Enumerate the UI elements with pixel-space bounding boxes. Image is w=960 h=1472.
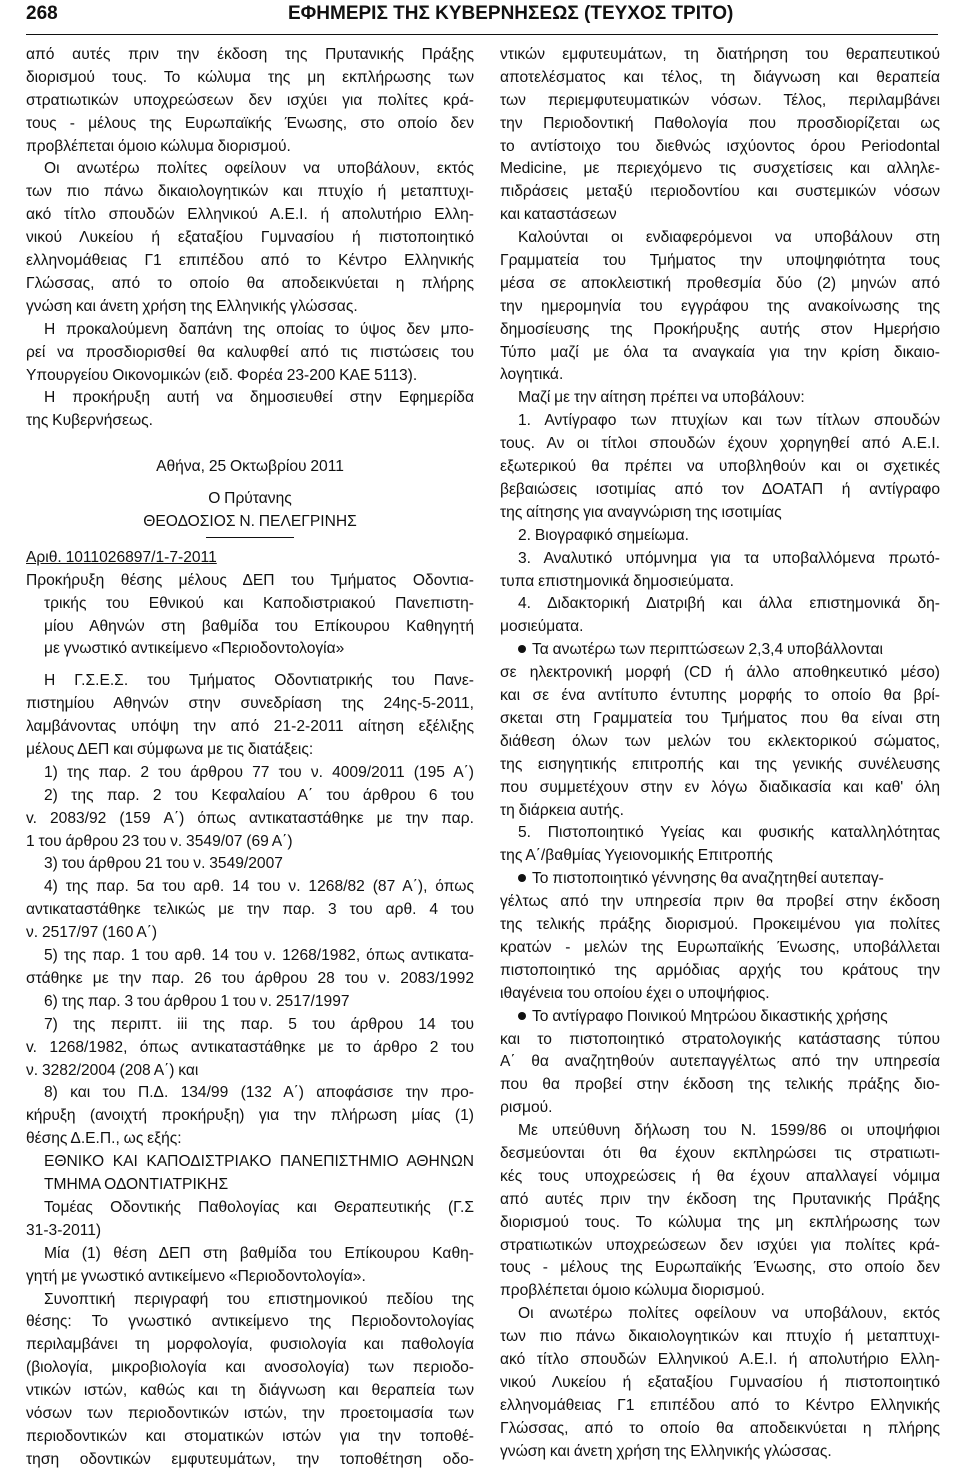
text-line: [500, 1006, 940, 1029]
list-item: 8) και του Π.Δ. 134/99 (132 Α΄) αποφάσισε την προ-: [44, 1084, 474, 1102]
text-line: προβλέπεται όμοιο κώλυμα διορισμού.: [500, 1282, 765, 1300]
text-line: διάθεση όλων των μελών του εκλεκτορικού σώματος,: [500, 732, 940, 750]
list-item: [500, 593, 940, 639]
left-column: [26, 44, 474, 1472]
gazette-title: ΕΦΗΜΕΡΙΣ ΤΗΣ ΚΥΒΕΡΝΗΣΕΩΣ (ΤΕΥΧΟΣ ΤΡΙΤΟ): [288, 3, 734, 24]
text-line: κές τους υποχρεώσεις ή θα έχουν απαλλαγεί νόμιμα: [500, 1167, 940, 1185]
text-line: των πιο πάνω δικαιολογητικών και πτυχίο ή μεταπτυχι-: [500, 1328, 940, 1346]
bullet-icon: [518, 645, 526, 653]
text-line: Medicine, με περιεχόμενο τις συσχετίσεις και αλληλε-: [500, 160, 940, 178]
bullet-paragraph: [500, 1006, 940, 1120]
text-line: της αίτησης για αναγνώριση της ισοτιμίας: [500, 503, 782, 521]
text-line: με γνωστικό αντικείμενο «Περιοδοντολογία»: [44, 640, 345, 658]
text-line: περιλαμβάνει τη μορφολογία, φυσιολογία και παθολογία: [26, 1336, 474, 1354]
paragraph: [26, 387, 474, 433]
list-item: 3) του άρθρου 21 του ν. 3549/2007: [44, 855, 283, 873]
divider: [206, 537, 294, 538]
text-line: νικού Λυκείου ή εξαταξίου Γυμνασίου ή πιστοποιητικό: [26, 229, 474, 247]
text-line: πιστοποιητικό της αρμόδιας αρχής του κράτους την: [500, 961, 940, 979]
text-line: Συνοπτική περιγραφή του επιστημονικού πεδίου της: [44, 1290, 474, 1308]
text-line: Γλώσσας, από το οποίο θα αποδεικνύεται η πλήρης: [500, 1419, 940, 1437]
text-line: την ημερομηνία του εγγράφου της ανακοίνωσης της: [500, 297, 940, 315]
text-line: πιδράσεις μεταξύ ιτεριοδοντίου και συστεμικών νόσων: [500, 183, 940, 201]
text-line: Τύπο μαζί με όλα τα αναγκαία για την κρίση δικαιο-: [500, 343, 940, 361]
text-line: ντικών εμφυτευμάτων, τη διατήρηση του θεραπευτικού: [500, 46, 940, 63]
text-line: ακό τίτλο σπουδών Ελληνικού Α.Ε.Ι. ή απολυτήριο Ελλη-: [500, 1351, 940, 1368]
text-line: μέλους ΔΕΠ και σύμφωνα με τις διατάξεις:: [26, 740, 314, 758]
text-line: των περιεμφυτευματικών νόσων. Τέλος, περιλαμβάνει: [500, 91, 940, 109]
text-line: 4. Διδακτορική Διατριβή και άλλα επιστημονικά δη-: [518, 595, 940, 613]
text-line: της τελικής πράξης διορισμού. Προκειμένου για πολίτες: [500, 916, 940, 934]
spacer: [26, 433, 474, 456]
text-line: από αυτές πριν την έκδοση της Πρυτανικής Πράξης: [500, 1190, 940, 1208]
text-line: την Περιοδοντική Παθολογία που προσδιορίζεται ως: [500, 114, 940, 132]
text-line: Οι ανωτέρω πολίτες οφείλουν να υποβάλουν, εκτός: [44, 160, 474, 178]
paragraph: [26, 44, 474, 158]
place-date: Αθήνα, 25 Οκτωβρίου 2011: [156, 458, 344, 476]
page-header: [26, 0, 938, 35]
text-line: διορισμού τους. Το κώλυμα της μη εκπλήρωσης των: [26, 68, 474, 86]
text-line: δεσμεύονται ότι θα έχουν εκπληρώσει τις στρατιωτι-: [500, 1144, 940, 1162]
text-line: ελληνομάθειας Γ1 επιπέδου από το Κέντρο Ελληνικής: [500, 1396, 940, 1414]
list-item: [500, 822, 940, 868]
text-line: Υπουργείου Οικονομικών (ειδ. Φορέα 23-200 ΚΑΕ 5113).: [26, 366, 418, 384]
text-line: περιοδοντικών και στοματικών ιστών για την τοποθέ-: [26, 1427, 474, 1445]
page-number: 268: [26, 3, 58, 24]
text-line: νόσων των περιοδοντικών ιστών, την προετοιμασία των: [26, 1404, 474, 1422]
text-line: της Α΄/βαθμίας Υγειονομικής Επιτροπής: [500, 847, 773, 865]
provisions-list: [26, 762, 474, 1151]
list-item: αντικαταστάθηκε τελικώς με την παρ. 3 του αρθ. 4 του: [26, 901, 474, 919]
text-line: προβλέπεται όμοιο κώλυμα διορισμού.: [26, 137, 291, 155]
text-line: μοσιεύματα.: [500, 618, 584, 636]
list-item: v. 1268/1982, όπως αντικαταστάθηκε με το άρθρο 2 του: [26, 1038, 474, 1056]
bullet-text: Το πιστοποιητικό γέννησης θα αναζητηθεί αυτεπαγ-: [532, 870, 884, 888]
text-line: ιθαγένεια του οποίου έχει ο υποψήφιος.: [500, 984, 770, 1002]
text-line: γέλτως από την υπηρεσία πριν θα προβεί στην έκδοση: [500, 893, 940, 911]
text-line: θέσης: Το γνωστικό αντικείμενο της Περιοδοντολογίας: [26, 1313, 474, 1331]
text-line: σκεται στη Γραμματεία του Τμήματος που θα είναι στη: [500, 709, 940, 727]
list-item: ν. 3282/2004 (208 Α΄) και: [26, 1061, 199, 1079]
text-line: [500, 868, 940, 891]
text-line: γητή με γνωστικό αντικείμενο «Περιοδοντολογία».: [26, 1267, 366, 1285]
bullet-icon: [518, 1012, 526, 1020]
spacer: [26, 661, 474, 670]
text-line: ρισμού.: [500, 1099, 553, 1117]
text-line: ντικών ιστών, καθώς και τη διάγνωση και θεραπεία των: [26, 1382, 474, 1400]
paragraph: [500, 1303, 940, 1463]
text-line: διορισμού τους. Το κώλυμα της μη εκπλήρωσης των: [500, 1213, 940, 1231]
text-line: γνώση και άνετη χρήση της Ελληνικής γλώσσας.: [26, 297, 358, 315]
list-item: [500, 410, 940, 524]
text-line: και το πιστοποιητικό στρατολογικής κατάστασης τύπου: [500, 1030, 940, 1048]
text-line: Οι ανωτέρω πολίτες οφείλουν να υποβάλουν, εκτός: [518, 1305, 940, 1323]
list-item: κήρυξη (ανοιχτή προκήρυξη) για την πλήρωση μίας (1): [26, 1107, 474, 1125]
text-line: τους - μέλους της Ευρωπαϊκής Ένωσης, στο οποίο δεν: [500, 1259, 940, 1277]
text-line: σε ηλεκτρονική μορφή (CD ή άλλο αποθηκευτικό μέσο): [500, 664, 940, 682]
text-line: Γλώσσας, από το οποίο θα αποδεικνύεται η πλήρης: [26, 274, 474, 292]
bullet-text: Τα ανωτέρω των περιπτώσεων 2,3,4 υποβάλλονται: [532, 641, 883, 659]
text-line: ρεί να προσδιορισθεί θα καλυφθεί από τις πιστώσεις του: [26, 343, 474, 361]
text-line: Α΄ θα αναζητηθούν αυτεπαγγέλτως από την υπηρεσία: [500, 1053, 940, 1071]
sector: [26, 1197, 474, 1243]
list-item: ν. 2517/97 (160 Α΄): [26, 924, 158, 942]
text-line: Με υπεύθυνη δήλωση του Ν. 1599/86 οι υποψήφιοι: [518, 1122, 940, 1140]
list-item: θέσης Δ.Ε.Π., ως εξής:: [26, 1130, 182, 1148]
text-line: Καλούνται οι ενδιαφερόμενοι να υποβάλουν στη: [518, 229, 940, 247]
position: [26, 1243, 474, 1289]
text-line: δημοσίευσης της Προκήρυξης αυτής στον Ημερήσιο: [500, 320, 940, 338]
text-line: Μία (1) θέση ΔΕΠ στη βαθμίδα του Επίκουρου Καθη-: [44, 1244, 474, 1262]
text-line: κρατών - μελών της Ευρωπαϊκής Ένωσης, υποβάλλεται: [500, 938, 940, 956]
text-line: τους - μέλους της Ευρωπαϊκής Ένωσης, στο οποίο δεν: [26, 114, 474, 132]
text-line: [500, 639, 940, 662]
university-name: ΕΘΝΙΚΟ ΚΑΙ ΚΑΠΟΔΙΣΤΡΙΑΚΟ ΠΑΝΕΠΙΣΤΗΜΙΟ ΑΘΗΝΩΝ: [44, 1153, 474, 1171]
text-line: (βιολογία, μικροβιολογία και ανοσολογία) των περιοδο-: [26, 1359, 474, 1377]
text-line: Μαζί με την αίτηση πρέπει να υποβάλουν:: [518, 389, 805, 407]
text-line: τυπα επιστημονικά δημοσιεύματα.: [500, 572, 734, 590]
list-item: 2) της παρ. 2 του Κεφαλαίου Α΄ του άρθρου 6 του: [44, 786, 474, 804]
text-line: και καταστάσεων: [500, 206, 617, 224]
text-line: Προκήρυξη θέσης μέλους ΔΕΠ του Τμήματος Οδοντια-: [26, 571, 474, 589]
list-item: στάθηκε με την παρ. 26 του άρθρου 28 του ν. 2083/1992: [26, 969, 474, 987]
list-item: 5) της παρ. 1 του αρθ. 14 του ν. 1268/1982, όπως αντικατα-: [44, 947, 474, 965]
right-column: [500, 44, 940, 1463]
bullet-text: Το αντίγραφο Ποινικού Μητρώου δικαστικής χρήσης: [532, 1007, 888, 1025]
list-item: 1 του άρθρου 23 του ν. 3549/07 (69 Α΄): [26, 832, 293, 850]
text-line: 1. Αντίγραφο των πτυχίων και των τίτλων σπουδών: [518, 412, 940, 430]
text-line: που συμμετέχουν στην εν λόγω διαδικασία και καθ' όλη: [500, 778, 940, 796]
bullet-paragraph: [500, 639, 940, 822]
paragraph: [26, 670, 474, 762]
text-line: πιστημίου Αθηνών στην συνεδρίαση της 24ης-5-2011,: [26, 695, 474, 713]
text-line: 5. Πιστοποιητικό Υγείας και φυσικής καταλληλότητας: [518, 824, 940, 842]
paragraph: [500, 44, 940, 227]
reference-number-text: Αριθ. 1011026897/1-7-2011: [26, 548, 217, 566]
list-item: [500, 548, 940, 594]
text-line: τη διάρκεια αυτής.: [500, 801, 624, 819]
signatory-name: ΘΕΟΔΟΣΙΟΣ Ν. ΠΕΛΕΓΡΙΝΗΣ: [143, 512, 357, 530]
reference-number: [26, 547, 474, 570]
list-item: 7) της περιπτ. iii της παρ. 5 του άρθρου 14 του: [44, 1015, 474, 1033]
list-item: v. 2083/92 (159 Α΄) όπως αντικαταστάθηκε με την παρ.: [26, 809, 474, 827]
text-line: ακό τίτλο σπουδών Ελληνικού Α.Ε.Ι. ή απολυτήριο Ελλη-: [26, 206, 474, 224]
text-line: τους. Αν οι τίτλοι σπουδών έχουν χορηγηθεί από Α.Ε.Ι.: [500, 435, 940, 453]
paragraph: [26, 158, 474, 318]
text-line: Η προκαλούμενη δαπάνη της οποίας το ύψος δεν μπο-: [44, 320, 474, 338]
list-item: 1) της παρ. 2 του άρθρου 77 του ν. 4009/2011 (195 Α΄): [44, 763, 474, 781]
text-line: Τομέας Οδοντικής Παθολογίας και Θεραπευτικής (Γ.Σ: [44, 1198, 474, 1216]
text-line: μέσα σε αποκλειστική προθεσμία δύο (2) μηνών από: [500, 274, 940, 292]
text-line: βεβαιώσεις ισοτιμίας από τον ΔΟΑΤΑΠ ή αντίγραφο: [500, 480, 940, 498]
text-line: στρατιωτικών υποχρεώσεων δεν ισχύει για πολίτες κρά-: [26, 91, 474, 109]
text-line: μίου Αθηνών στη βαθμίδα του Επίκουρου Καθηγητή: [44, 617, 474, 635]
text-line: λαμβάνοντας υπόψη την από 21-2-2011 αίτηση εξέλιξης: [26, 718, 474, 736]
text-line: ελληνομάθειας Γ1 επιπέδου από το Κέντρο Ελληνικής: [26, 252, 474, 270]
signatory-role: Ο Πρύτανης: [208, 490, 292, 507]
paragraph: [26, 319, 474, 388]
bullet-icon: [518, 874, 526, 882]
text-line: 31-3-2011): [26, 1221, 102, 1239]
text-line: νικού Λυκείου ή εξαταξίου Γυμνασίου ή πιστοποιητικό: [500, 1373, 940, 1391]
text-line: που θα προβεί στην έκδοση της τελικής πράξης διο-: [500, 1076, 940, 1094]
bullet-paragraph: [500, 868, 940, 1005]
text-line: της Κυβερνήσεως.: [26, 412, 153, 430]
paragraph: [500, 387, 940, 410]
text-line: και σε ένα αντίτυπο έντυπης μορφής το οποίο θα βρί-: [500, 687, 940, 705]
spacer: [26, 479, 474, 488]
text-line: από αυτές πριν την έκδοση της Πρυτανικής Πράξης: [26, 46, 474, 63]
paragraph: [500, 227, 940, 387]
department-name: ΤΜΗΜΑ ΟΔΟΝΤΙΑΤΡΙΚΗΣ: [44, 1176, 229, 1193]
text-line: εξωτερικού θα πρέπει να υποβληθούν και οι σχετικές: [500, 458, 940, 476]
list-item: 6) της παρ. 3 του άρθρου 1 του ν. 2517/1997: [44, 992, 350, 1010]
text-line: τρικής του Εθνικού και Καποδιστριακού Πανεπιστη-: [44, 594, 474, 612]
text-line: 3. Αναλυτικό υπόμνημα για τα υποβαλλόμενα πρωτό-: [518, 549, 940, 567]
paragraph: [500, 1120, 940, 1303]
list-item: 2. Βιογραφικό σημείωμα.: [518, 526, 689, 544]
text-line: Γραμματεία του Τμήματος την υποψηφιότητα τους: [500, 252, 940, 270]
text-line: της εισηγητικής επιτροπής και της γενικής συνέλευσης: [500, 755, 940, 773]
text-line: το αντίστοιχο του διεθνώς ισχύοντος όρου Periodontal: [500, 137, 940, 155]
text-line: τηση οδοντικών εμφυτευμάτων, την τοποθέτηση οδο-: [26, 1450, 474, 1468]
text-line: Η προκήρυξη αυτή να δημοσιευθεί στην Εφημερίδα: [44, 389, 474, 407]
signature-block: [26, 456, 474, 538]
text-line: γνώση και άνετη χρήση της Ελληνικής γλώσσας.: [500, 1442, 832, 1460]
field-description: [26, 1289, 474, 1472]
text-line: λογητικά.: [500, 366, 564, 384]
text-line: αποτελέσματος και τέλος, τη διάγνωση και θεραπεία: [500, 68, 940, 86]
text-line: των πιο πάνω δικαιολογητικών και πτυχίο ή μεταπτυχι-: [26, 183, 474, 201]
announcement-title: [26, 570, 474, 662]
text-line: στρατιωτικών υποχρεώσεων δεν ισχύει για πολίτες κρά-: [500, 1236, 940, 1254]
list-item: 4) της παρ. 5α του αρθ. 14 του ν. 1268/82 (87 Α΄), όπως: [44, 878, 474, 896]
text-line: Η Γ.Σ.Ε.Σ. του Τμήματος Οδοντιατρικής του Πανε-: [44, 672, 474, 690]
